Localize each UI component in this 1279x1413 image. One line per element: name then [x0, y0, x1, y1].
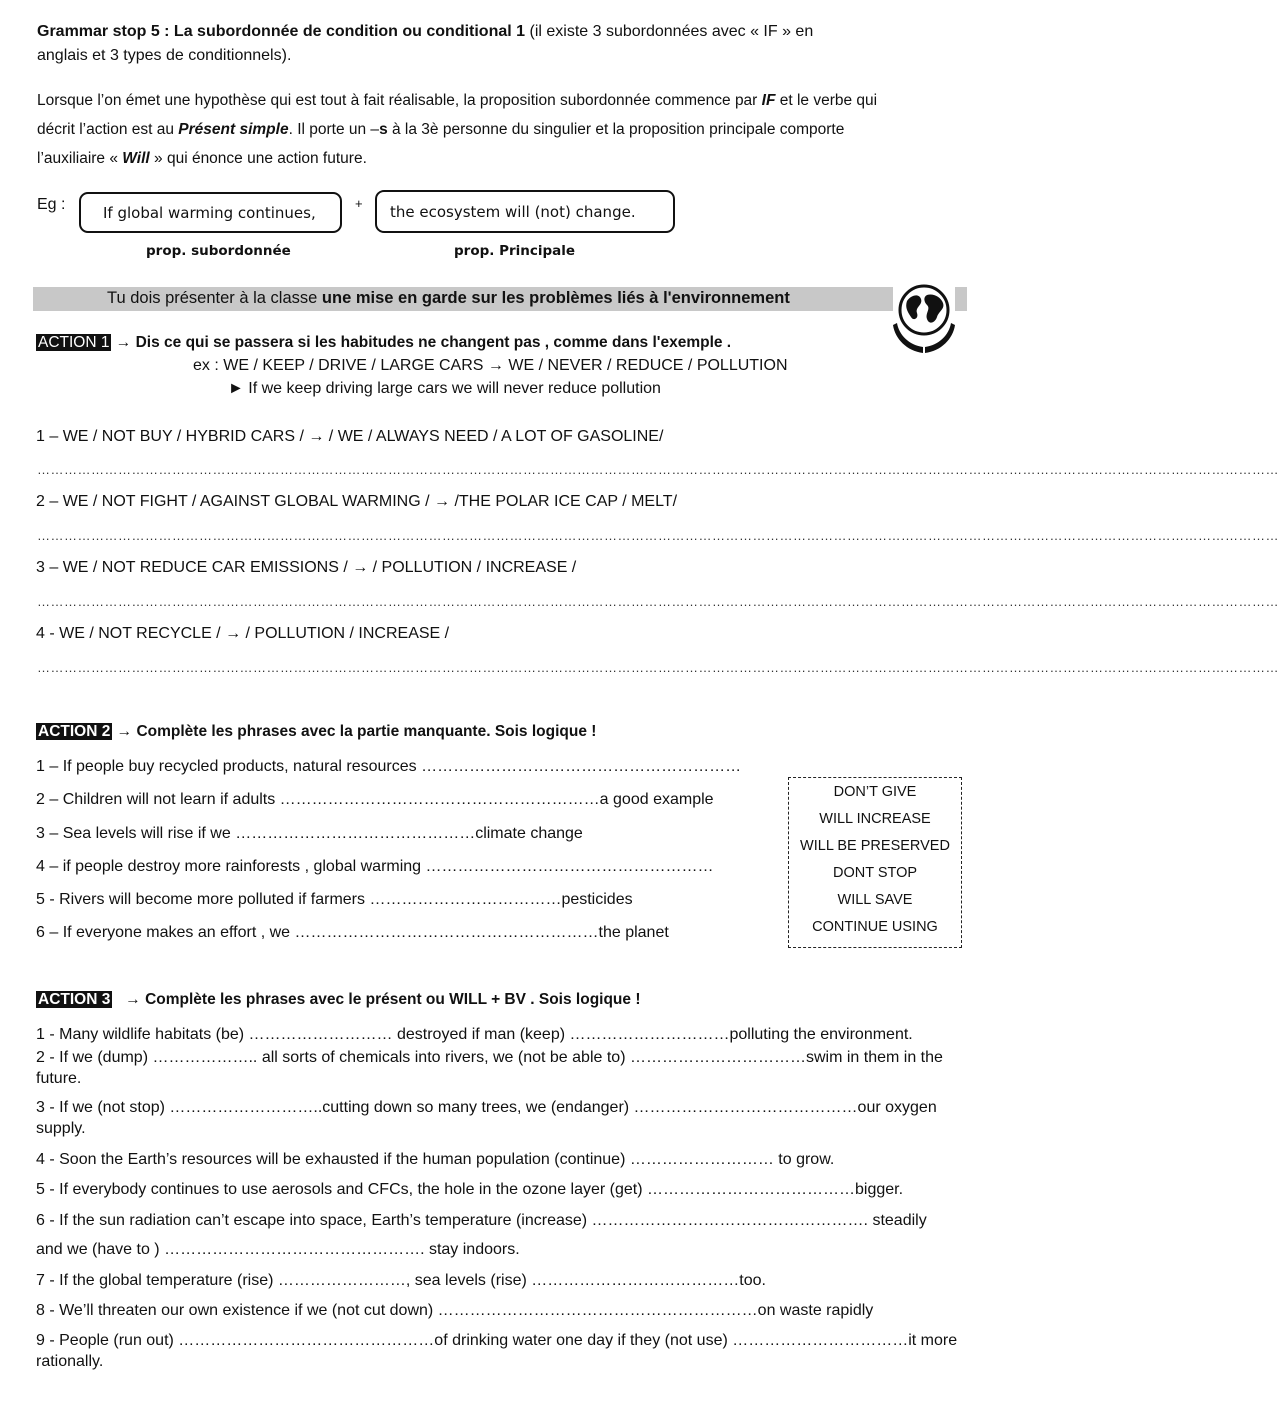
intro-line-2: décrit l’action est au Présent simple. Il porte un –s à la 3è personne du singulier et la proposition principale comporte: [37, 121, 845, 138]
action3-line-9b: rationally.: [36, 1353, 104, 1370]
main-caption: prop. Principale: [454, 243, 576, 259]
word-bank-item: WILL INCREASE: [819, 811, 931, 827]
word-bank-item: DONT STOP: [832, 865, 918, 881]
answer-line-4[interactable]: ……………………………………………………………………………………………………………………………………………………………………………………………………………………………………………………: [37, 660, 1279, 675]
answer-line-1[interactable]: ……………………………………………………………………………………………………………………………………………………………………………………………………………………………………………………: [37, 462, 1279, 477]
action3-line-2b: future.: [36, 1070, 82, 1087]
word-bank-item: CONTINUE USING: [812, 919, 938, 935]
action3-line-3b: supply.: [36, 1120, 86, 1137]
word-bank-item: WILL SAVE: [837, 892, 913, 908]
action3-line-6b[interactable]: and we (have to ) …………………………………………. stay indoors.: [36, 1241, 520, 1258]
action3-line-3[interactable]: 3 - If we (not stop) ………………………..cutting down so many trees, we (endanger) ……………………………………our oxygen: [36, 1099, 937, 1116]
main-clause-box: the ecosystem will (not) change.: [375, 190, 675, 233]
action3-tag: ACTION 3: [38, 991, 111, 1008]
answer-line-2[interactable]: ……………………………………………………………………………………………………………………………………………………………………………………………………………………………………………………: [37, 528, 1279, 543]
banner-text: Tu dois présenter à la classe une mise en garde sur les problèmes liés à l'environnement: [107, 289, 790, 307]
word-bank: [788, 777, 962, 948]
action1-example-prompt: ex : WE / KEEP / DRIVE / LARGE CARS → WE / NEVER / REDUCE / POLLUTION: [193, 357, 788, 374]
word-bank-item: WILL BE PRESERVED: [800, 838, 950, 854]
action3-line-6[interactable]: 6 - If the sun radiation can’t escape into space, Earth’s temperature (increase) ……………………………………………. steadily: [36, 1212, 927, 1229]
page-title-line2: anglais et 3 types de conditionnels).: [37, 47, 292, 64]
action1-heading: ACTION 1 → Dis ce qui se passera si les habitudes ne changent pas , comme dans l'exemple .: [38, 334, 732, 351]
plus-sign: +: [355, 196, 363, 211]
action3-line-4[interactable]: 4 - Soon the Earth’s resources will be exhausted if the human population (continue) ……………………… to grow.: [36, 1151, 835, 1168]
subordinate-clause-box: If global warming continues,: [79, 192, 342, 233]
word-bank-item: DON’T GIVE: [833, 784, 917, 800]
action3-line-5[interactable]: 5 - If everybody continues to use aerosols and CFCs, the hole in the ozone layer (get) …………………………………bigger.: [36, 1181, 904, 1198]
action3-heading: ACTION 3 → Complète les phrases avec le présent ou WILL + BV . Sois logique !: [38, 991, 641, 1008]
action2-item-5[interactable]: 5 - Rivers will become more polluted if farmers ………………………………pesticides: [36, 891, 633, 908]
action2-item-2[interactable]: 2 – Children will not learn if adults ……………………………………………………a good example: [36, 791, 714, 808]
action1-item-3: 3 – WE / NOT REDUCE CAR EMISSIONS / → / POLLUTION / INCREASE /: [36, 559, 577, 576]
action2-item-1[interactable]: 1 – If people buy recycled products, natural resources ……………………………………………………: [36, 758, 742, 775]
subordinate-caption: prop. subordonnée: [146, 243, 291, 259]
action3-line-7[interactable]: 7 - If the global temperature (rise) ……………………, sea levels (rise) …………………………………too.: [36, 1272, 766, 1289]
action3-line-8[interactable]: 8 - We’ll threaten our own existence if we (not cut down) ……………………………………………………on waste rapidly: [36, 1302, 874, 1319]
action2-item-3[interactable]: 3 – Sea levels will rise if we ………………………………………climate change: [36, 825, 583, 842]
action1-tag: ACTION 1: [38, 334, 110, 351]
action3-line-1[interactable]: 1 - Many wildlife habitats (be) ……………………… destroyed if man (keep) …………………………polluting the environment.: [36, 1026, 913, 1043]
action2-heading: ACTION 2 → Complète les phrases avec la partie manquante. Sois logique !: [38, 723, 597, 740]
action3-line-2[interactable]: 2 - If we (dump) ……………….. all sorts of chemicals into rivers, we (not be able to) ……………………………swim in them in the: [36, 1049, 943, 1066]
globe-in-hands-icon: [893, 283, 955, 357]
intro-line-3: l’auxiliaire « Will » qui énonce une action future.: [37, 150, 367, 167]
action2-item-4[interactable]: 4 – if people destroy more rainforests , global warming ………………………………………………: [36, 858, 714, 875]
example-label: Eg :: [37, 196, 66, 213]
action1-item-2: 2 – WE / NOT FIGHT / AGAINST GLOBAL WARMING / → /THE POLAR ICE CAP / MELT/: [36, 493, 678, 510]
answer-line-3[interactable]: ……………………………………………………………………………………………………………………………………………………………………………………………………………………………………………………: [37, 594, 1279, 609]
action3-line-9[interactable]: 9 - People (run out) …………………………………………of drinking water one day if they (not use) ……………………………it more: [36, 1332, 958, 1349]
action2-tag: ACTION 2: [38, 723, 111, 740]
page-title: Grammar stop 5 : La subordonnée de condition ou conditional 1 (il existe 3 subordonnées avec « IF » en: [37, 23, 814, 40]
intro-line-1: Lorsque l’on émet une hypothèse qui est tout à fait réalisable, la proposition subordonnée commence par IF et le verbe qui: [37, 92, 878, 109]
action1-item-1: 1 – WE / NOT BUY / HYBRID CARS / → / WE / ALWAYS NEED / A LOT OF GASOLINE/: [36, 428, 664, 445]
action1-item-4: 4 - WE / NOT RECYCLE / → / POLLUTION / INCREASE /: [36, 625, 450, 642]
action1-example-answer: ► If we keep driving large cars we will never reduce pollution: [228, 380, 661, 397]
action2-item-6[interactable]: 6 – If everyone makes an effort , we …………………………………………………the planet: [36, 924, 669, 941]
